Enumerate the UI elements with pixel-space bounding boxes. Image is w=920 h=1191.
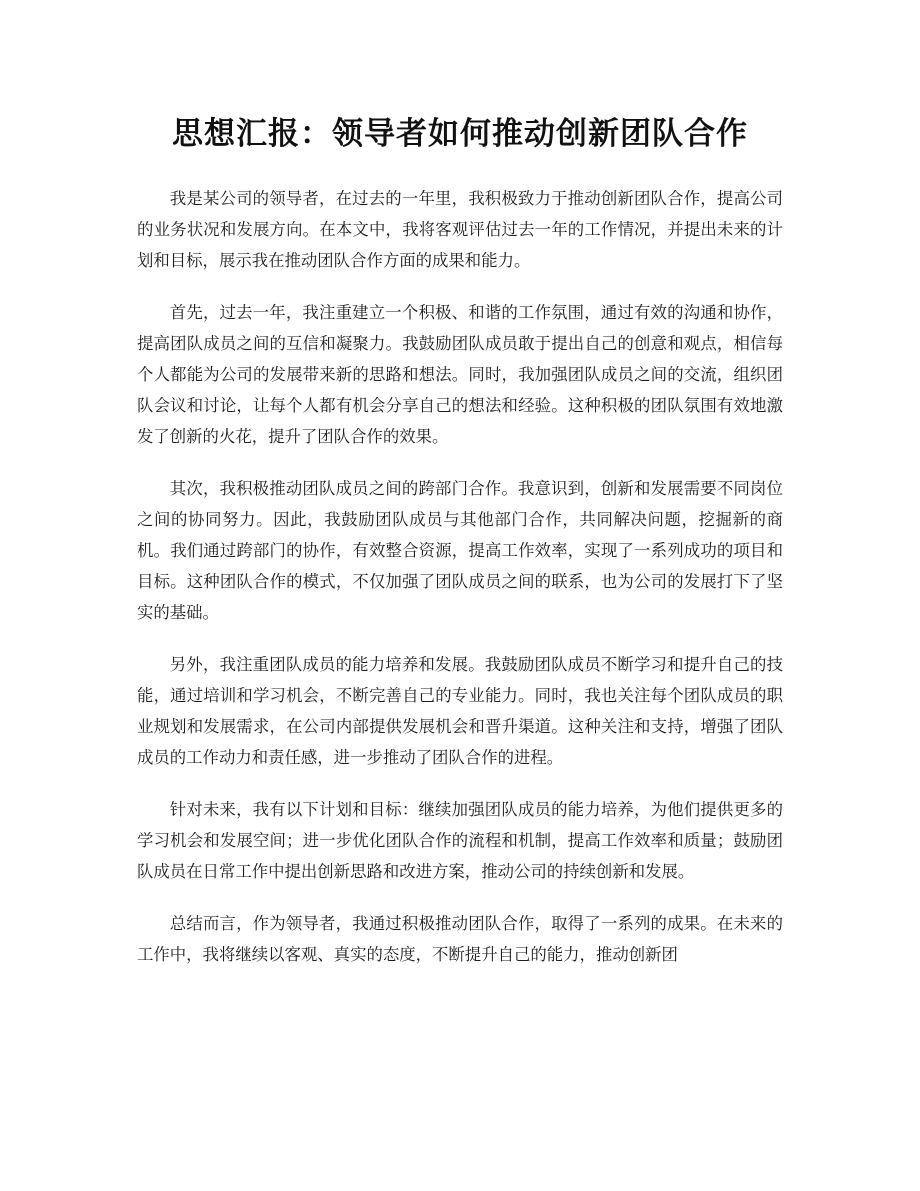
document-body <box>137 183 783 991</box>
paragraph-5: 针对未来，我有以下计划和目标：继续加强团队成员的能力培养，为他们提供更多的学习机会和发展空间；进一步优化团队合作的流程和机制，提高工作效率和质量；鼓励团队成员在日常工作中提出创新思路和改进方案，推动公司的持续创新和发展。 <box>137 800 783 881</box>
document-title: 思想汇报：领导者如何推动创新团队合作 <box>172 116 748 152</box>
paragraph-3: 其次，我积极推动团队成员之间的跨部门合作。我意识到，创新和发展需要不同岗位之间的协同努力。因此，我鼓励团队成员与其他部门合作，共同解决问题，挖掘新的商机。我们通过跨部门的协作，有效整合资源，提高工作效率，实现了一系列成功的项目和目标。这种团队合作的模式，不仅加强了团队成员之间的联系，也为公司的发展打下了坚实的基础。 <box>137 479 783 622</box>
paragraph-4: 另外，我注重团队成员的能力培养和发展。我鼓励团队成员不断学习和提升自己的技能，通过培训和学习机会，不断完善自己的专业能力。同时，我也关注每个团队成员的职业规划和发展需求，在公司内部提供发展机会和晋升渠道。这种关注和支持，增强了团队成员的工作动力和责任感，进一步推动了团队合作的进程。 <box>137 655 783 767</box>
paragraph-2: 首先，过去一年，我注重建立一个积极、和谐的工作氛围，通过有效的沟通和协作，提高团队成员之间的互信和凝聚力。我鼓励团队成员敢于提出自己的创意和观点，相信每个人都能为公司的发展带来新的思路和想法。同时，我加强团队成员之间的交流，组织团队会议和讨论，让每个人都有机会分享自己的想法和经验。这种积极的团队氛围有效地激发了创新的火花，提升了团队合作的效果。 <box>137 303 783 446</box>
paragraph-6: 总结而言，作为领导者，我通过积极推动团队合作，取得了一系列的成果。在未来的工作中，我将继续以客观、真实的态度，不断提升自己的能力，推动创新团 <box>137 914 783 964</box>
paragraph-1: 我是某公司的领导者，在过去的一年里，我积极致力于推动创新团队合作，提高公司的业务状况和发展方向。在本文中，我将客观评估过去一年的工作情况，并提出未来的计划和目标，展示我在推动团队合作方面的成果和能力。 <box>137 189 783 270</box>
